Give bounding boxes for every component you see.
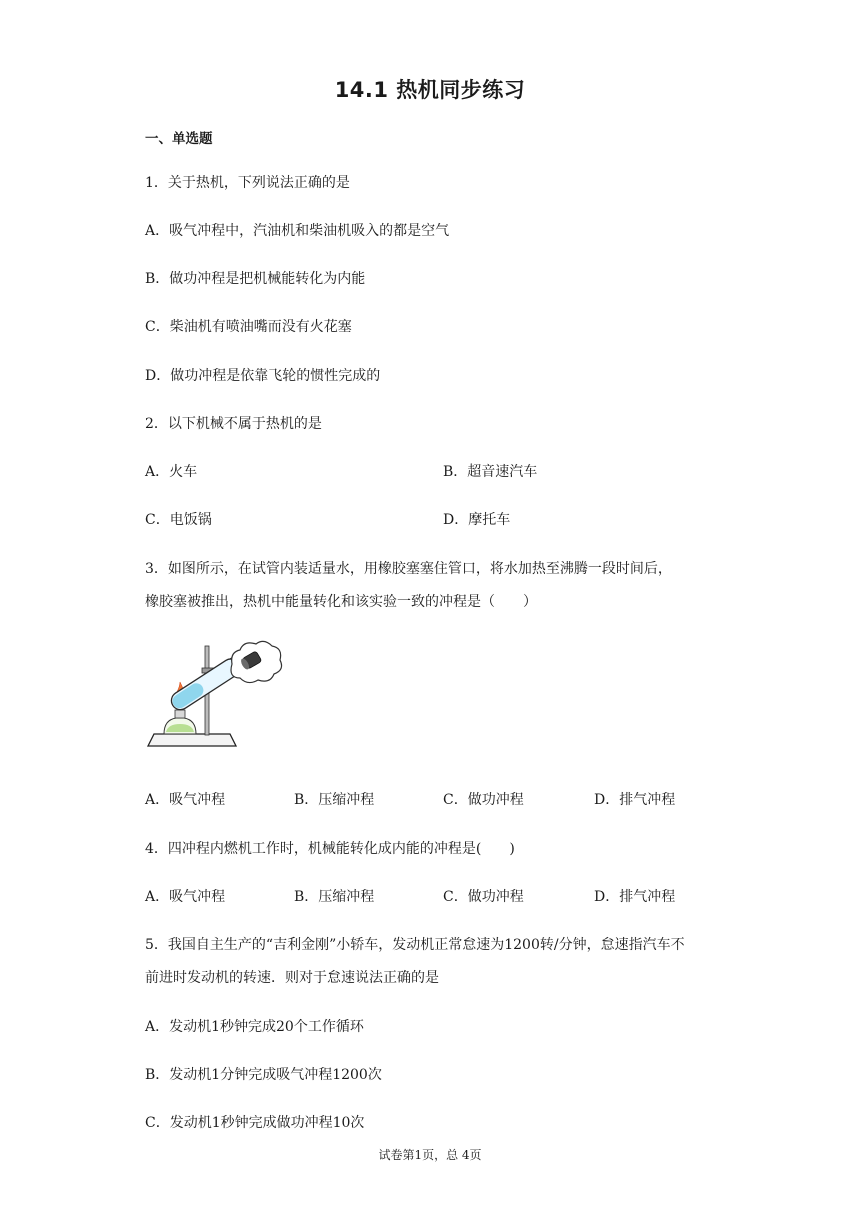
question-3-option-a: A．吸气冲程 (145, 792, 226, 808)
question-4-option-c: C．做功冲程 (443, 889, 524, 905)
question-1-option-a: A．吸气冲程中，汽油机和柴油机吸入的都是空气 (145, 223, 450, 239)
question-1-option-d: D．做功冲程是依靠飞轮的惯性完成的 (145, 368, 381, 384)
question-5-stem-line-2: 前进时发动机的转速．则对于怠速说法正确的是 (145, 970, 439, 986)
question-5-option-b: B．发动机1分钟完成吸气冲程1200次 (145, 1067, 382, 1083)
question-5-option-a: A．发动机1秒钟完成20个工作循环 (145, 1019, 364, 1035)
question-1-option-c: C．柴油机有喷油嘴而没有火花塞 (145, 319, 352, 335)
question-1-option-b: B．做功冲程是把机械能转化为内能 (145, 271, 366, 287)
question-2-option-b: B．超音速汽车 (443, 464, 538, 480)
question-4-option-b: B．压缩冲程 (294, 889, 375, 905)
page-footer: 试卷第1页，总 4页 (378, 1148, 482, 1162)
question-2-stem: 2．以下机械不属于热机的是 (145, 416, 322, 432)
question-3-stem-line-2: 橡胶塞被推出，热机中能量转化和该实验一致的冲程是（ ） (145, 594, 537, 610)
question-3-stem-line-1: 3．如图所示，在试管内装适量水，用橡胶塞塞住管口，将水加热至沸腾一段时间后， (145, 561, 672, 577)
test-tube-experiment-illustration (144, 638, 286, 762)
question-2-option-a: A．火车 (145, 464, 198, 480)
question-3-option-b: B．压缩冲程 (294, 792, 375, 808)
question-3-option-c: C．做功冲程 (443, 792, 524, 808)
question-1-stem: 1．关于热机，下列说法正确的是 (145, 175, 350, 191)
question-2-option-d: D．摩托车 (443, 512, 511, 528)
question-3-option-d: D．排气冲程 (594, 792, 676, 808)
question-5-option-c: C．发动机1秒钟完成做功冲程10次 (145, 1115, 365, 1131)
question-2-option-c: C．电饭锅 (145, 512, 212, 528)
question-5-stem-line-1: 5．我国自主生产的“吉利金刚”小轿车，发动机正常怠速为1200转/分钟，怠速指汽车不 (145, 937, 685, 953)
question-4-option-a: A．吸气冲程 (145, 889, 226, 905)
question-4-option-d: D．排气冲程 (594, 889, 676, 905)
section-heading: 一、单选题 (145, 131, 213, 147)
question-4-stem: 4．四冲程内燃机工作时，机械能转化成内能的冲程是( ) (145, 841, 515, 857)
test-tube-experiment-figure (144, 638, 286, 762)
page-title: 14.1 热机同步练习 (334, 78, 526, 102)
